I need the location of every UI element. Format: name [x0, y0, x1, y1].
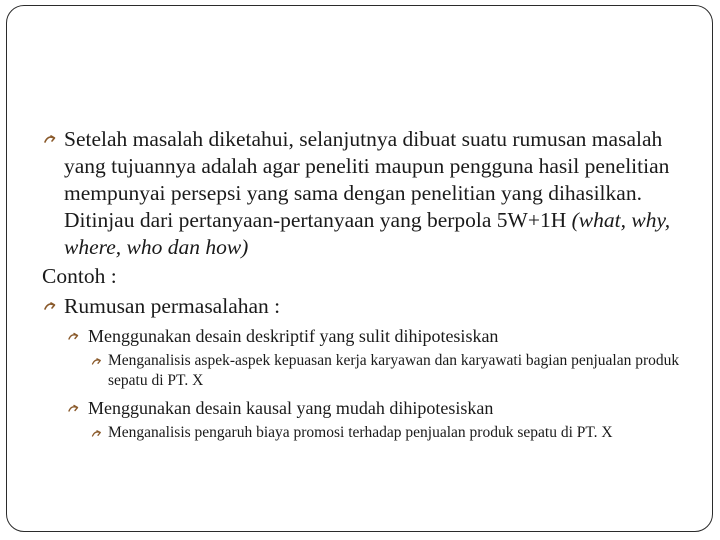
sub-sub-bullet-kausal-example [42, 423, 692, 443]
hook-arrow-bullet-icon [42, 126, 64, 152]
sub-bullet-deskriptif [42, 325, 692, 347]
kausal-text: Menggunakan desain kausal yang mudah dihipotesiskan [88, 398, 494, 418]
intro-text: Setelah masalah diketahui, selanjutnya dibuat suatu rumusan masalah yang tujuannya adalah agar peneliti maupun pengguna hasil penelitian mempunyai persepsi yang sama dengan penelitian yang dihasilkan. Ditinjau dari pertanyaan-pertanyaan yang berpola 5W+1H [64, 127, 670, 232]
kausal-example-text: Menganalisis pengaruh biaya promosi terhadap penjualan produk sepatu di PT. X [108, 424, 613, 441]
bullet-point-rumusan-intro [42, 126, 692, 261]
bullet-point-rumusan-permasalahan [42, 293, 692, 320]
hook-arrow-bullet-icon [66, 397, 88, 419]
sub-sub-bullet-deskriptif-example [42, 351, 692, 391]
contoh-label: Contoh : [42, 264, 117, 288]
hook-arrow-bullet-icon [66, 325, 88, 347]
deskriptif-example-text: Menganalisis aspek-aspek kepuasan kerja karyawan dan karyawati bagian penjualan produk sepatu di PT. X [108, 352, 680, 389]
hook-arrow-bullet-icon [42, 293, 64, 319]
hook-arrow-bullet-icon [90, 423, 112, 443]
slide-content [42, 126, 692, 449]
intro-italic-5w1h: (what, why, where, who dan how) [64, 208, 671, 259]
deskriptif-text: Menggunakan desain deskriptif yang sulit dihipotesiskan [88, 326, 499, 346]
rumusan-permasalahan-text: Rumusan permasalahan : [64, 294, 281, 318]
hook-arrow-bullet-icon [90, 351, 112, 371]
sub-bullet-kausal [42, 397, 692, 419]
